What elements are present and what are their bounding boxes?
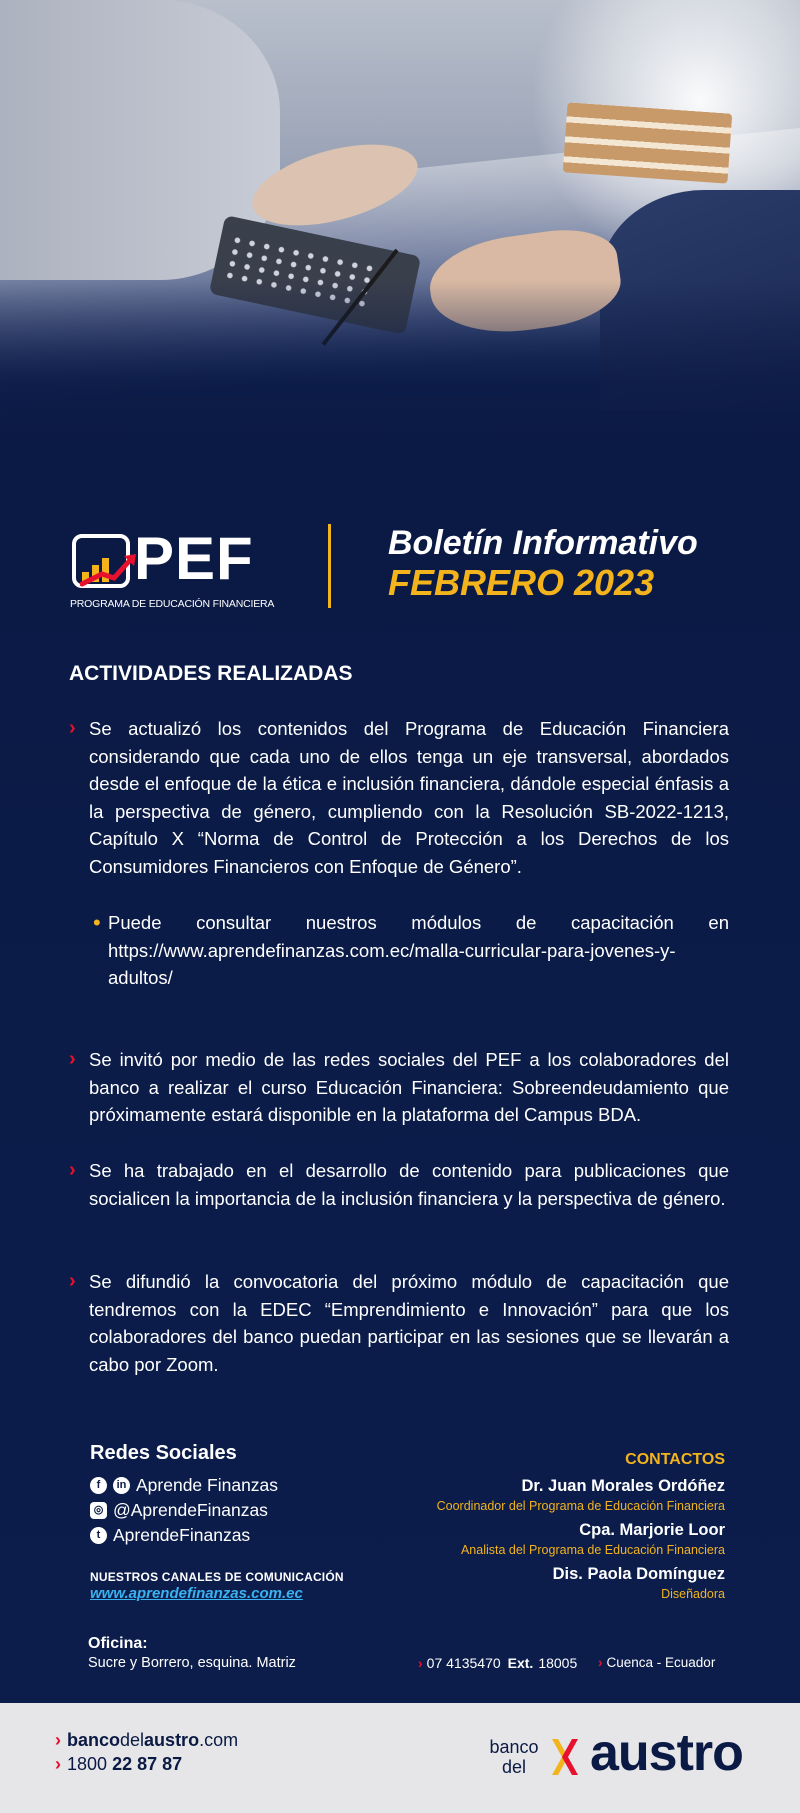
brand-line: banco bbox=[489, 1737, 539, 1757]
contacts-title: CONTACTOS bbox=[625, 1451, 725, 1468]
activity-item bbox=[69, 1046, 729, 1129]
chevron-right-icon: › bbox=[55, 1730, 61, 1750]
website-link[interactable]: www.aprendefinanzas.com.ec bbox=[90, 1585, 303, 1602]
web-part: banco bbox=[67, 1730, 121, 1750]
city-text: Cuenca - Ecuador bbox=[606, 1655, 716, 1670]
section-title: ACTIVIDADES REALIZADAS bbox=[69, 662, 353, 685]
banco-del-austro-logo bbox=[484, 1724, 744, 1787]
bullet-dot-icon: • bbox=[93, 910, 101, 935]
footer-phone[interactable] bbox=[55, 1754, 182, 1775]
pef-logo bbox=[70, 525, 275, 615]
bulletin-title: Boletín Informativo bbox=[388, 524, 698, 562]
contact-name: Dr. Juan Morales Ordóñez bbox=[521, 1477, 725, 1495]
phone-part: 1800 bbox=[67, 1754, 108, 1774]
chevron-right-icon: › bbox=[418, 1655, 423, 1671]
activity-item bbox=[69, 1157, 729, 1212]
chevron-right-icon: › bbox=[69, 1270, 76, 1292]
activity-item bbox=[69, 1268, 729, 1378]
activity-text: Se actualizó los contenidos del Programa de Educación Financiera considerando que cada uno de ellos tenga un eje transversal, abordados desde el enfoque de la ética e inclusión financiera, dándole especial énfasis a la perspectiva de género, cumpliendo con la Resolución SB-2022-1213, Capítulo X “Norma de Control de Protección a los Derechos de los Consumidores Financieros con Enfoque de Género”. bbox=[89, 718, 729, 877]
footer-website[interactable] bbox=[55, 1730, 238, 1751]
chevron-right-icon: › bbox=[69, 1048, 76, 1070]
web-part: austro bbox=[144, 1730, 200, 1750]
brand-wordmark: austro bbox=[590, 1724, 743, 1782]
office-phone[interactable] bbox=[418, 1655, 577, 1671]
instagram-icon[interactable]: ◎ bbox=[90, 1502, 107, 1519]
logo-wordmark: PEF bbox=[134, 525, 254, 592]
chevron-right-icon: › bbox=[69, 717, 76, 739]
ext-label: Ext. bbox=[507, 1655, 534, 1671]
social-handle: Aprende Finanzas bbox=[136, 1475, 279, 1495]
logo-subtitle: PROGRAMA DE EDUCACIÓN FINANCIERA bbox=[70, 598, 275, 610]
hero-fade bbox=[0, 280, 800, 470]
social-title: Redes Sociales bbox=[90, 1442, 237, 1464]
office-label: Oficina: bbox=[88, 1635, 148, 1652]
contact-name: Cpa. Marjorie Loor bbox=[579, 1521, 725, 1539]
channels-title: NUESTROS CANALES DE COMUNICACIÓN bbox=[90, 1570, 344, 1584]
social-handle: @AprendeFinanzas bbox=[113, 1500, 268, 1520]
web-part: .com bbox=[199, 1730, 239, 1750]
brand-line: del bbox=[501, 1757, 527, 1777]
activity-subitem bbox=[69, 909, 729, 992]
brand-small-text bbox=[484, 1737, 544, 1777]
ext-number: 18005 bbox=[538, 1655, 578, 1671]
phone-part: 22 87 87 bbox=[112, 1754, 183, 1774]
brand-x-icon bbox=[550, 1737, 580, 1777]
web-part: del bbox=[120, 1730, 145, 1750]
chevron-right-icon: › bbox=[598, 1655, 603, 1670]
office-city bbox=[598, 1655, 715, 1670]
contact-role: Analista del Programa de Educación Financiera bbox=[460, 1543, 725, 1557]
stacked-books bbox=[563, 102, 732, 183]
social-handle: AprendeFinanzas bbox=[113, 1525, 251, 1545]
social-twitter[interactable] bbox=[90, 1525, 250, 1546]
growth-arrow-icon bbox=[80, 548, 140, 588]
contact-role: Coordinador del Programa de Educación Financiera bbox=[436, 1499, 725, 1513]
contact-name: Dis. Paola Domínguez bbox=[552, 1565, 725, 1583]
activity-text: Se ha trabajado en el desarrollo de contenido para publicaciones que socialicen la importancia de la inclusión financiera y la perspectiva de género. bbox=[89, 1160, 729, 1209]
linkedin-icon[interactable]: in bbox=[113, 1477, 130, 1494]
hero-photo bbox=[0, 0, 800, 470]
activity-text: Se difundió la convocatoria del próximo módulo de capacitación que tendremos con la EDEC “Emprendimiento e Innovación” para que los colaboradores del banco puedan participar en las sesiones que se llevarán a cabo por Zoom. bbox=[89, 1271, 729, 1375]
chevron-right-icon: › bbox=[69, 1159, 76, 1181]
office-address: Sucre y Borrero, esquina. Matriz bbox=[88, 1655, 296, 1671]
social-facebook-linkedin[interactable] bbox=[90, 1475, 278, 1496]
activity-text: Se invitó por medio de las redes sociales del PEF a los colaboradores del banco a realizar el curso Educación Financiera: Sobreendeudamiento que próximamente estará disponible en la plataforma del Campus BDA. bbox=[89, 1049, 729, 1125]
phone-number: 07 4135470 bbox=[426, 1655, 501, 1671]
activity-subtext: Puede consultar nuestros módulos de capacitación en https://www.aprendefinanzas.com.ec/malla-curricular-para-jovenes-y-adultos/ bbox=[108, 912, 729, 988]
bulletin-date: FEBRERO 2023 bbox=[388, 562, 655, 603]
facebook-icon[interactable]: f bbox=[90, 1477, 107, 1494]
header-divider bbox=[328, 524, 331, 608]
activity-item bbox=[69, 715, 729, 880]
twitter-icon[interactable]: t bbox=[90, 1527, 107, 1544]
contact-role: Diseñadora bbox=[661, 1587, 725, 1601]
chevron-right-icon: › bbox=[55, 1754, 61, 1774]
social-instagram[interactable] bbox=[90, 1500, 268, 1521]
